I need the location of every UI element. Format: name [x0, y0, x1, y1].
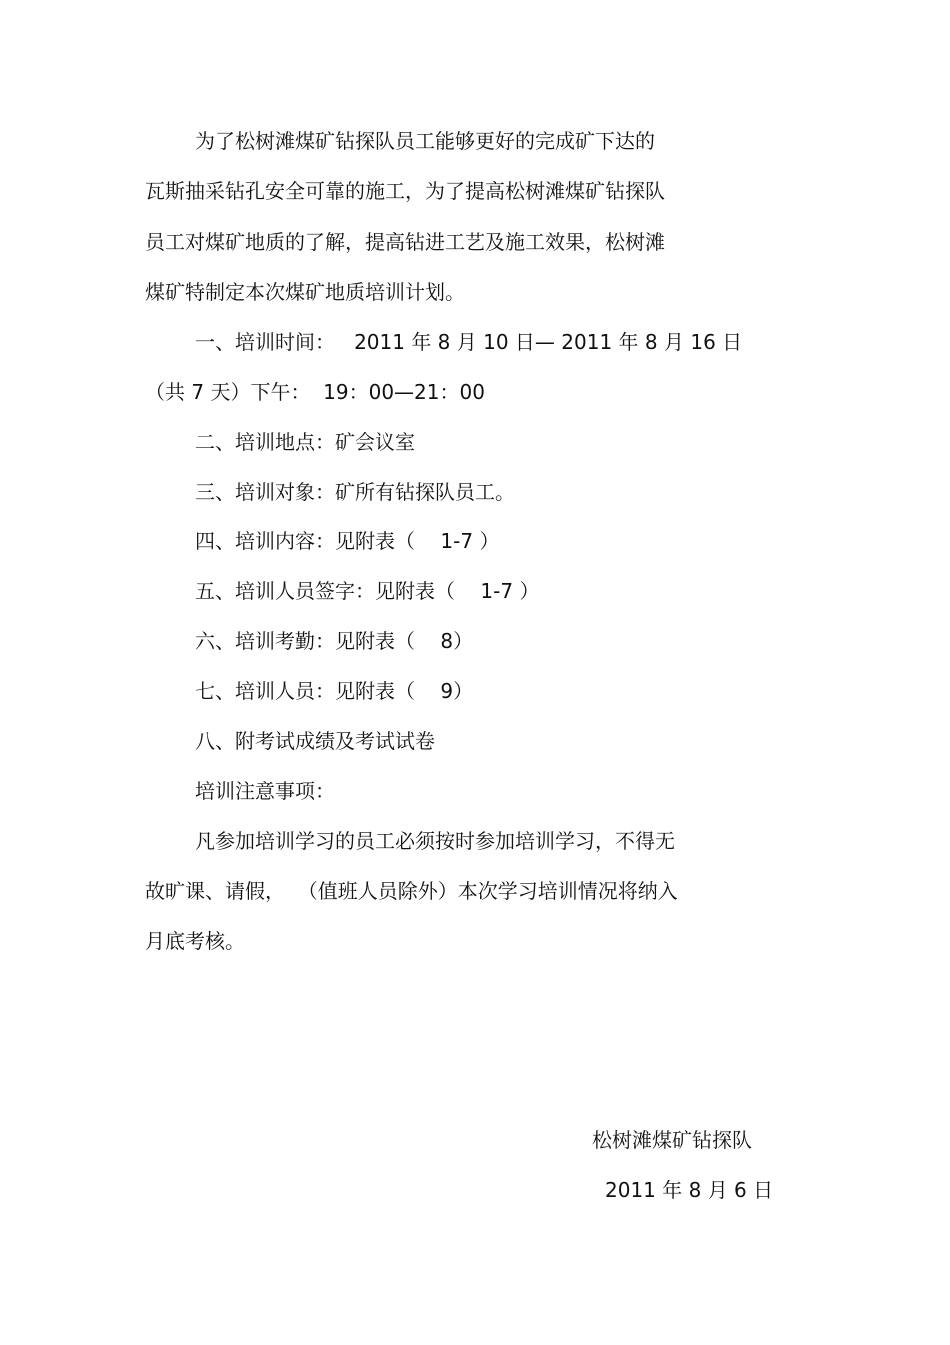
notes-line-2: 故旷课、请假， （值班人员除外）本次学习培训情况将纳入 [145, 879, 678, 903]
item-training-location: 二、培训地点：矿会议室 [195, 430, 415, 454]
intro-line-2: 瓦斯抽采钻孔安全可靠的施工，为了提高松树滩煤矿钻探队 [145, 179, 665, 203]
intro-line-3: 员工对煤矿地质的了解，提高钻进工艺及施工效果，松树滩 [145, 230, 665, 254]
item-training-target: 三、培训对象：矿所有钻探队员工。 [195, 480, 515, 504]
item-training-signature: 五、培训人员签字：见附表（ 1-7 ） [195, 579, 540, 603]
item-training-attendance: 六、培训考勤：见附表（ 8） [195, 629, 474, 653]
footer-organization: 松树滩煤矿钻探队 [592, 1128, 752, 1152]
item-training-content: 四、培训内容：见附表（ 1-7 ） [195, 529, 500, 553]
footer-date: 2011 年 8 月 6 日 [605, 1178, 774, 1202]
notes-line-1: 凡参加培训学习的员工必须按时参加培训学习，不得无 [195, 829, 675, 853]
intro-line-1: 为了松树滩煤矿钻探队员工能够更好的完成矿下达的 [195, 129, 655, 153]
item-training-personnel: 七、培训人员：见附表（ 9） [195, 679, 474, 703]
item-training-time: 一、培训时间： 2011 年 8 月 10 日— 2011 年 8 月 16 日 [195, 330, 743, 354]
notes-line-3: 月底考核。 [145, 929, 245, 953]
item-training-time-cont: （共 7 天）下午： 19：00—21：00 [145, 380, 485, 404]
item-exam: 八、附考试成绩及考试试卷 [195, 729, 435, 753]
notes-heading: 培训注意事项： [195, 779, 335, 803]
intro-line-4: 煤矿特制定本次煤矿地质培训计划。 [145, 280, 465, 304]
